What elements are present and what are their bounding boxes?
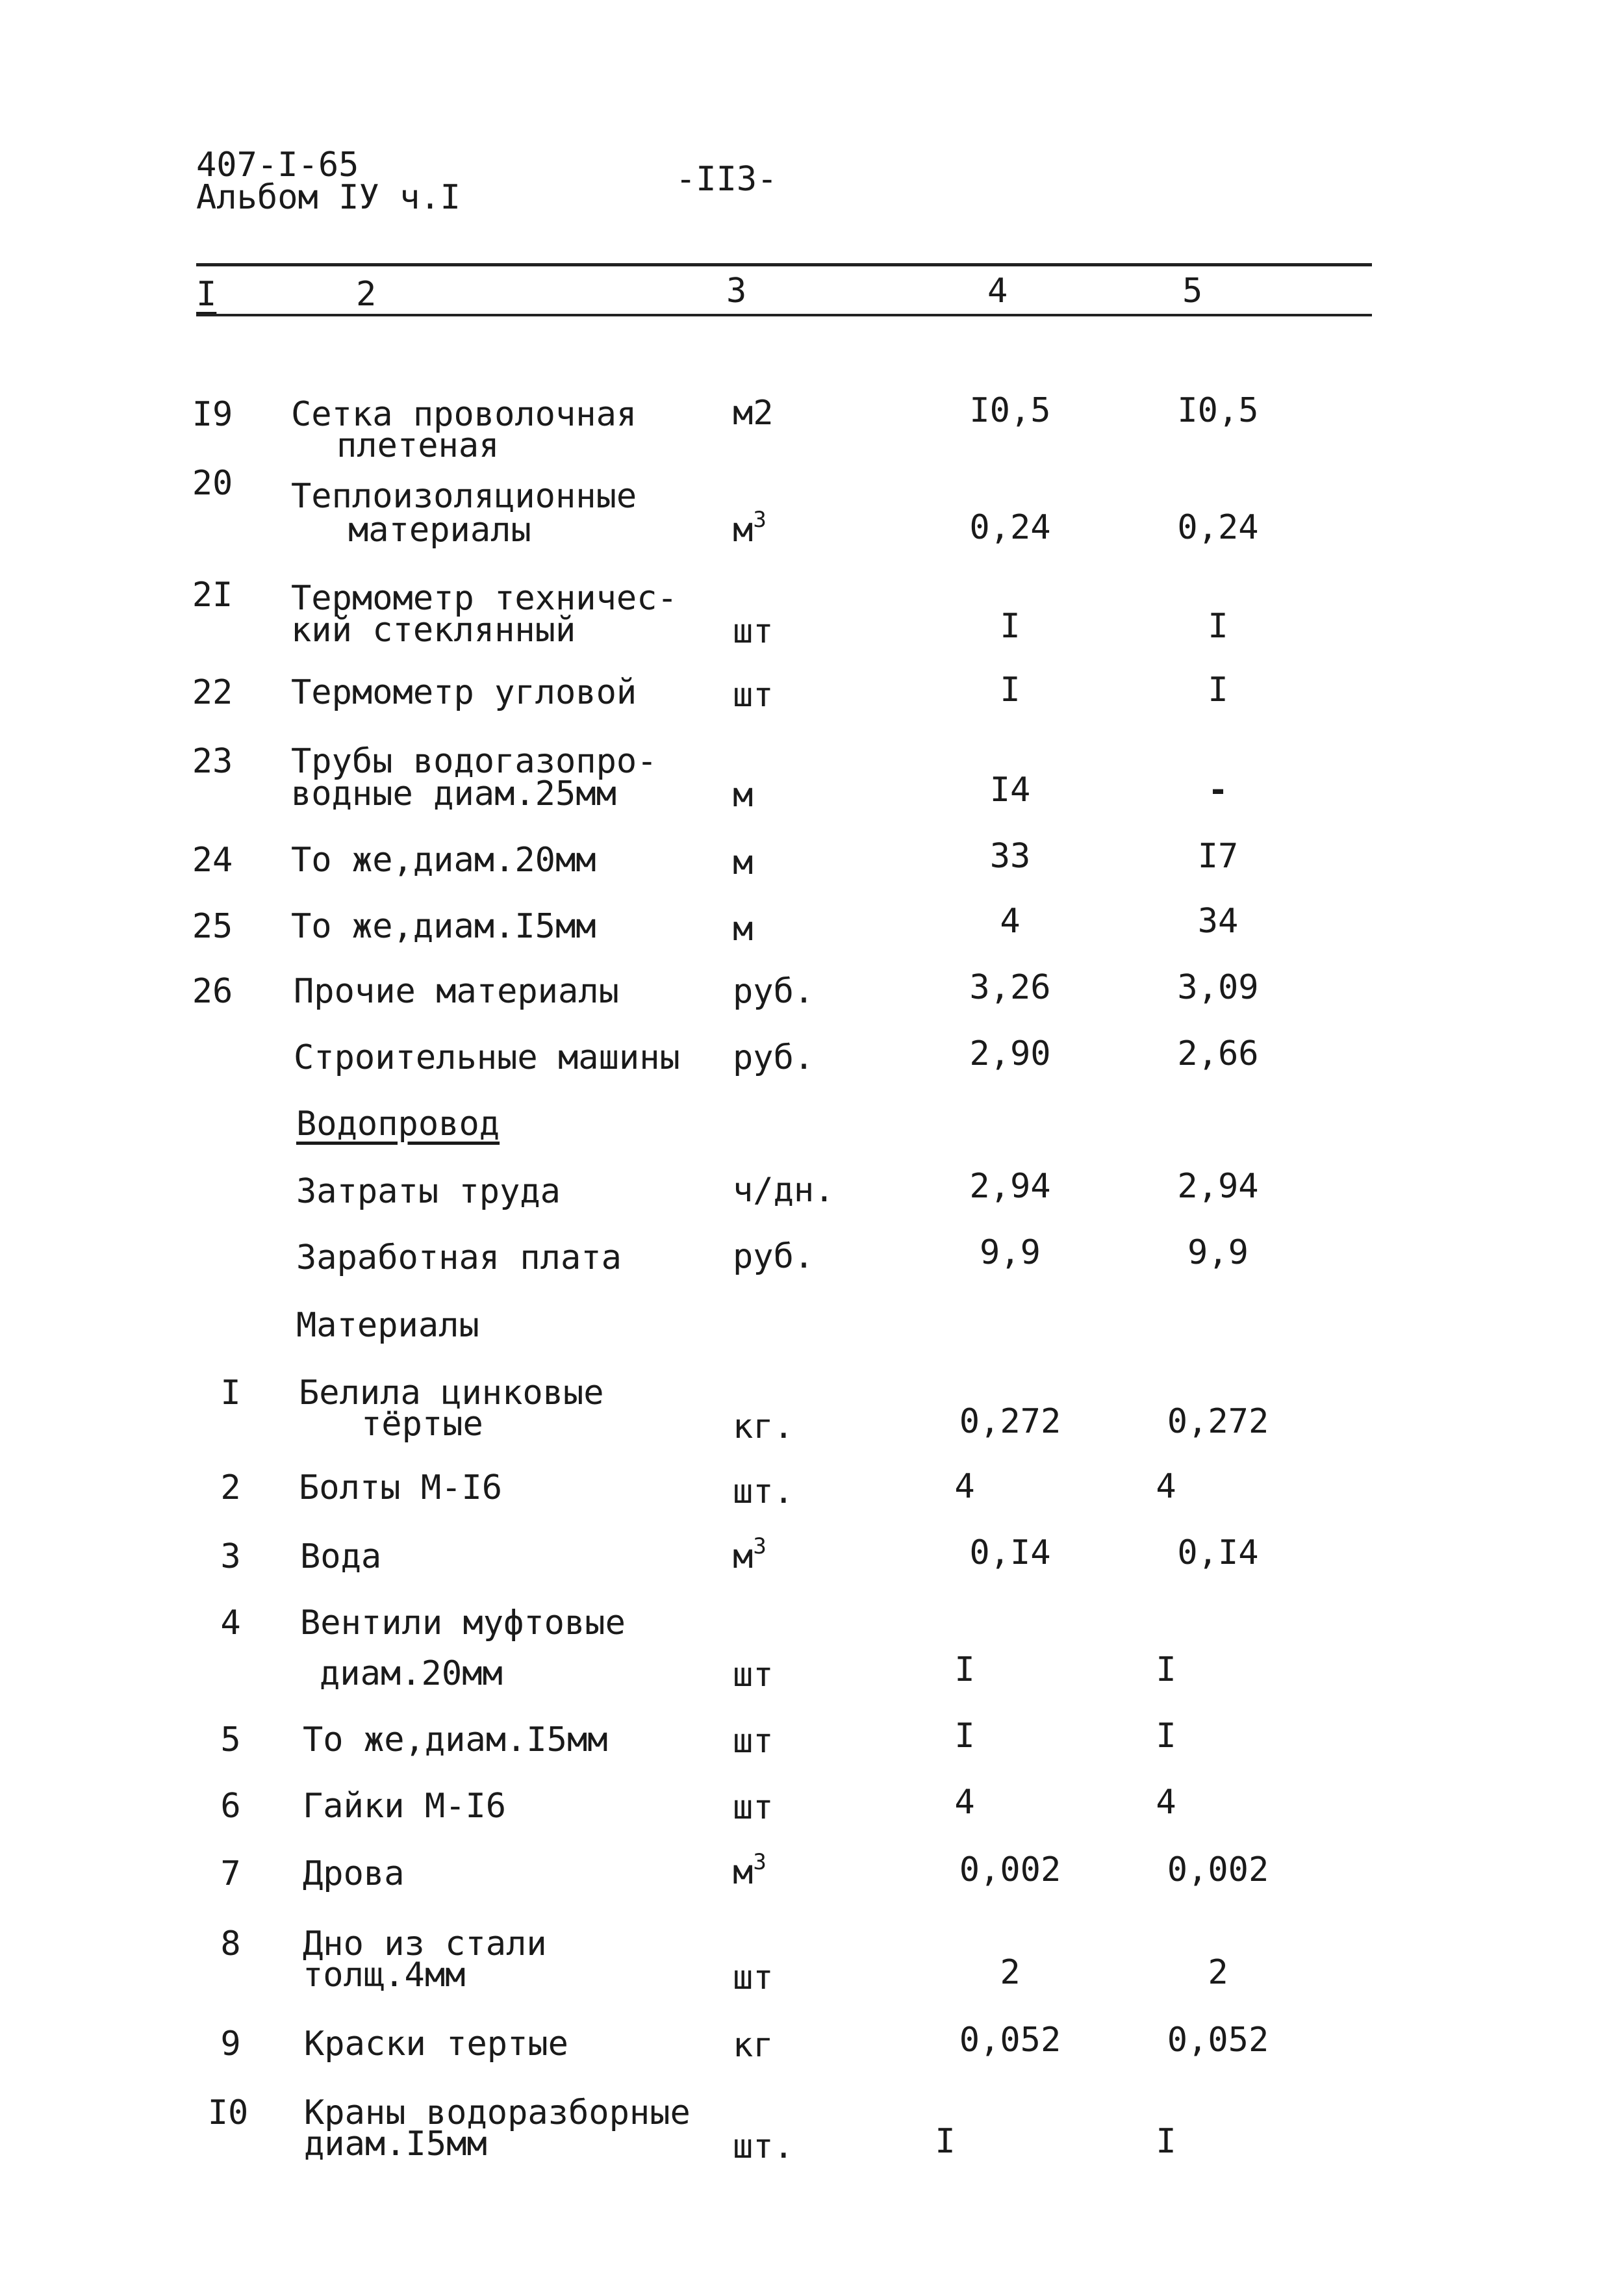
column-header-2: 2 [356, 275, 377, 314]
row-number: 22 [192, 673, 233, 712]
document-code: 407-I-65 [196, 146, 359, 185]
row-value-col5: 2 [1208, 1953, 1228, 1992]
unit-text: м [733, 1853, 754, 1892]
row-value-col5: 0,002 [1167, 1850, 1269, 1889]
column-header-3: 3 [726, 272, 747, 311]
row-number: 2 [220, 1468, 241, 1507]
table-header-rule [196, 314, 1372, 316]
row-name-cont: кий стеклянный [291, 611, 576, 650]
unit-superscript: 3 [753, 507, 767, 533]
row-number: I [220, 1373, 241, 1412]
row-unit [733, 1533, 767, 1576]
row-unit: м [733, 910, 754, 949]
row-unit: шт. [733, 2127, 794, 2166]
row-name: Гайки М-I6 [303, 1787, 507, 1826]
album-label: Альбом IУ ч.I [196, 178, 461, 217]
row-unit: шт. [733, 1472, 794, 1511]
row-value-col4: 0,I4 [969, 1533, 1051, 1572]
row-name: Болты М-I6 [299, 1468, 503, 1507]
row-number: 24 [192, 841, 233, 880]
row-unit: руб. [733, 972, 815, 1011]
row-name: Термометр угловой [291, 673, 637, 712]
row-value-col4: 2,94 [969, 1167, 1051, 1206]
row-number: 2I [192, 576, 233, 615]
row-name: Краски тертые [304, 2025, 568, 2063]
row-name: То же,диам.20мм [291, 841, 596, 880]
row-value-col5: I [1208, 671, 1228, 709]
row-unit: м2 [733, 394, 774, 433]
row-name-cont: толщ.4мм [303, 1956, 466, 1995]
table-top-rule [196, 263, 1372, 266]
row-number: 5 [220, 1720, 241, 1759]
row-value-col4: 33 [989, 837, 1031, 876]
row-value-col4: I [954, 1650, 975, 1689]
row-name: Строительные машины [294, 1038, 680, 1077]
row-value-col4: I [935, 2122, 956, 2161]
unit-text: м [733, 511, 754, 550]
row-value-col4: I [954, 1717, 975, 1756]
row-number: I9 [192, 395, 233, 434]
row-unit: шт [733, 1958, 774, 1997]
row-name: Дрова [303, 1854, 405, 1893]
row-value-col4: 0,272 [959, 1402, 1061, 1441]
unit-superscript: 3 [753, 1849, 767, 1875]
row-number: 7 [220, 1854, 241, 1893]
row-name-cont: диам.I5мм [304, 2125, 487, 2164]
row-value-col5: 2,94 [1177, 1167, 1259, 1206]
section-heading: Водопровод [296, 1105, 500, 1144]
row-value-col4: 0,002 [959, 1850, 1061, 1889]
row-value-col5: I0,5 [1177, 391, 1259, 430]
row-name: Заработная плата [296, 1238, 622, 1277]
unit-text: м [733, 1537, 754, 1576]
row-name-cont: тёртые [361, 1405, 483, 1444]
row-number: 6 [220, 1787, 241, 1826]
row-number: 9 [220, 2025, 241, 2063]
row-unit: руб. [733, 1038, 815, 1077]
row-value-col5: 2,66 [1177, 1034, 1259, 1073]
row-value-col4: 0,24 [969, 508, 1051, 547]
row-value-col4: 3,26 [969, 968, 1051, 1007]
unit-superscript: 3 [753, 1533, 767, 1559]
row-name-cont: плетеная [336, 426, 500, 465]
row-name: Вода [300, 1537, 382, 1576]
row-value-col5: I [1208, 607, 1228, 646]
row-value-col4: 4 [954, 1467, 975, 1506]
row-number: 4 [220, 1603, 241, 1642]
row-name: То же,диам.I5мм [291, 907, 596, 946]
row-value-col5: I [1156, 1650, 1176, 1689]
row-name: Дно из стали [303, 1924, 547, 1963]
row-value-col5: 4 [1156, 1467, 1176, 1506]
row-number: 8 [220, 1924, 241, 1963]
row-name: Затраты труда [296, 1172, 561, 1211]
row-value-col4: 4 [1000, 902, 1021, 941]
row-name: Сетка проволочная [291, 395, 637, 434]
row-value-col5: 4 [1156, 1783, 1176, 1822]
row-number: 20 [192, 464, 233, 503]
row-name: Белила цинковые [299, 1373, 604, 1412]
row-value-col4: I [1000, 607, 1021, 646]
row-number: 3 [220, 1537, 241, 1576]
row-number: 25 [192, 907, 233, 946]
row-name: Вентили муфтовые [300, 1603, 626, 1642]
row-value-col5: 0,24 [1177, 508, 1259, 547]
row-name: Трубы водогазопро- [291, 742, 657, 781]
row-unit: шт [733, 1655, 774, 1694]
row-unit: м [733, 843, 754, 882]
column-header-5: 5 [1182, 272, 1203, 311]
column-header-1: I [196, 275, 217, 314]
row-number: 26 [192, 972, 233, 1011]
row-unit: шт [733, 612, 774, 651]
row-unit: шт [733, 1722, 774, 1761]
row-value-col5: I7 [1197, 837, 1239, 876]
page-number: -II3- [676, 160, 778, 199]
row-value-col4: 2,90 [969, 1034, 1051, 1073]
section-heading: Материалы [296, 1306, 479, 1345]
row-value-col5: 3,09 [1177, 968, 1259, 1007]
row-value-col5: 0,272 [1167, 1402, 1269, 1441]
row-value-col5: 0,052 [1167, 2021, 1269, 2060]
row-name: Термометр техничес- [291, 579, 678, 618]
row-value-col5: 0,I4 [1177, 1533, 1259, 1572]
row-value-col5: I [1156, 2122, 1176, 2161]
row-value-col5: I [1156, 1717, 1176, 1756]
row-number: 23 [192, 742, 233, 781]
row-unit: м [733, 776, 754, 815]
row-unit [733, 507, 767, 550]
row-name-cont: диам.20мм [320, 1654, 503, 1693]
row-value-col5: 9,9 [1187, 1233, 1249, 1272]
row-number: I0 [207, 2093, 249, 2132]
row-value-col4: 2 [1000, 1953, 1021, 1992]
row-value-col4: I [1000, 671, 1021, 709]
row-value-col4: 9,9 [980, 1233, 1041, 1272]
row-name: То же,диам.I5мм [303, 1720, 608, 1759]
row-name: Прочие материалы [294, 972, 619, 1011]
row-unit: шт [733, 676, 774, 715]
row-name-cont: материалы [348, 511, 531, 550]
row-value-col5: 34 [1197, 902, 1239, 941]
row-value-col5: - [1208, 771, 1228, 810]
row-unit: шт [733, 1788, 774, 1827]
row-name: Теплоизоляционные [291, 477, 637, 516]
row-unit: руб. [733, 1237, 815, 1276]
row-unit [733, 1849, 767, 1892]
row-unit: кг [733, 2026, 774, 2065]
row-unit: кг. [733, 1407, 794, 1446]
column-header-4: 4 [987, 272, 1008, 311]
row-value-col4: 4 [954, 1783, 975, 1822]
row-value-col4: I4 [989, 771, 1031, 810]
row-unit: ч/дн. [733, 1171, 835, 1210]
row-value-col4: I0,5 [969, 391, 1051, 430]
row-name-cont: водные диам.25мм [291, 774, 616, 813]
row-value-col4: 0,052 [959, 2021, 1061, 2060]
row-name: Краны водоразборные [304, 2093, 691, 2132]
